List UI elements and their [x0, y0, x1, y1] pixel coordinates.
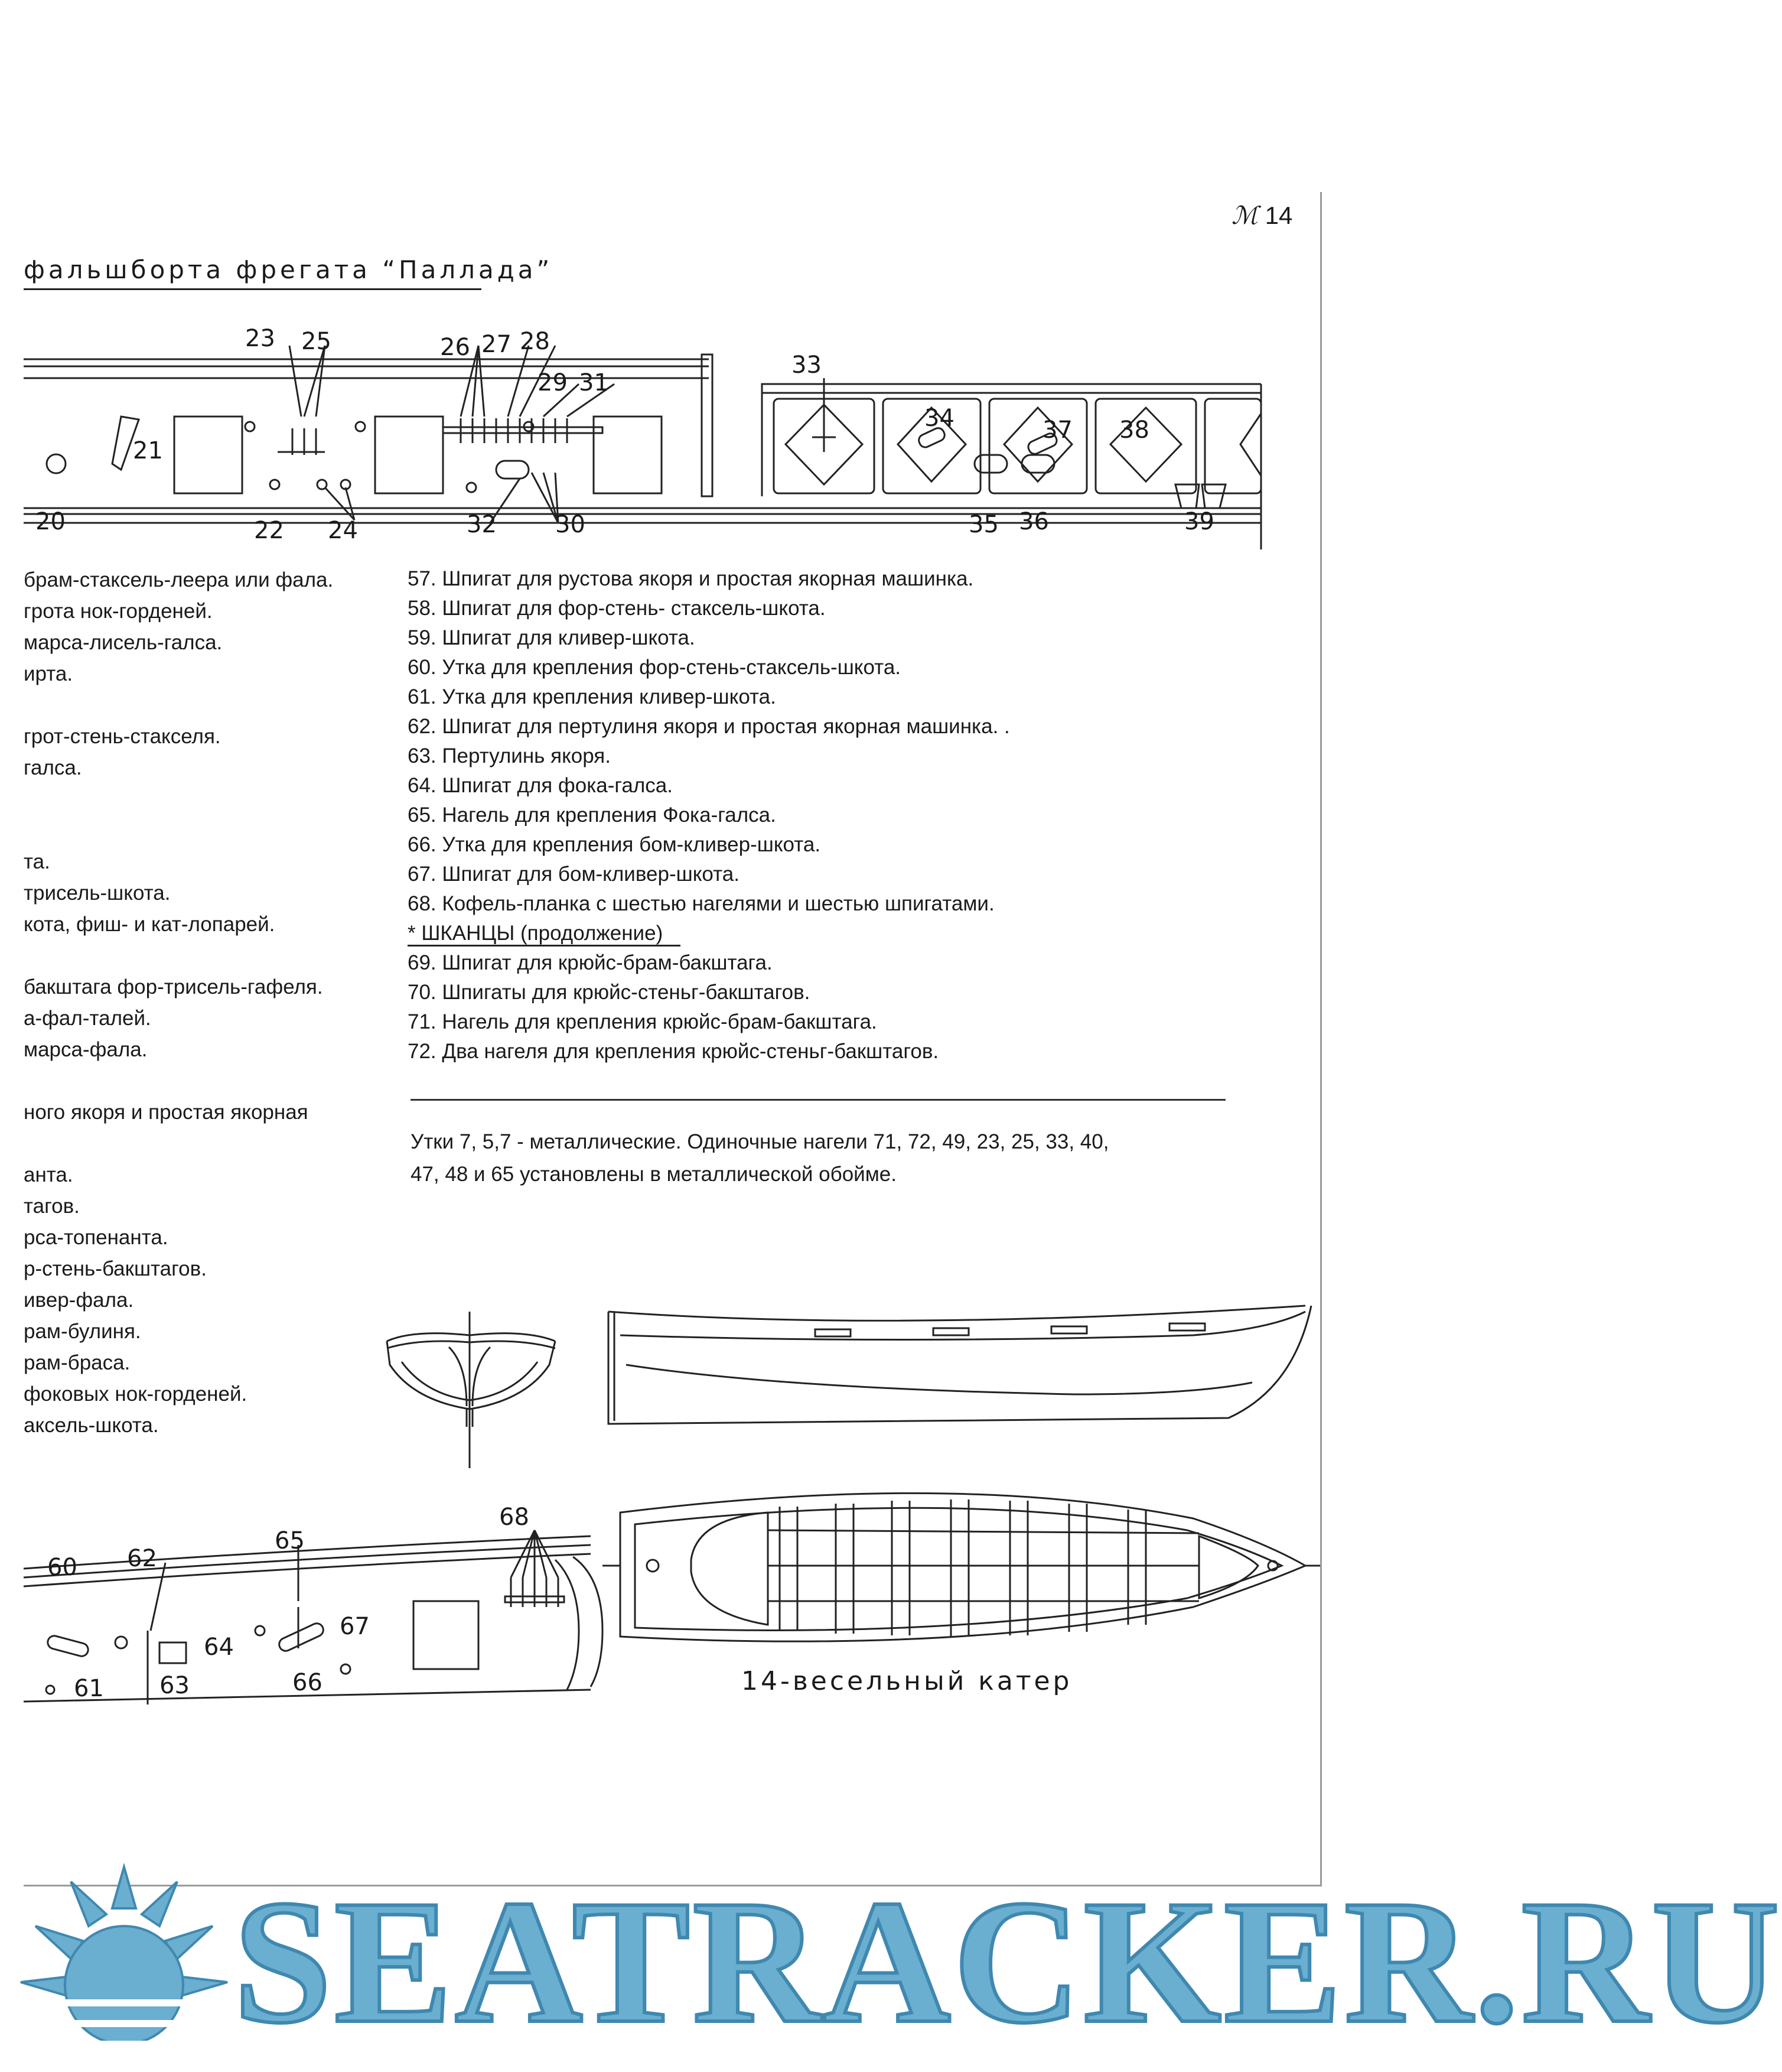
- left-list-item: [24, 940, 402, 971]
- left-list-item: рса-топенанта.: [24, 1226, 168, 1249]
- label-21: 21: [133, 437, 163, 464]
- left-list-item: а-фал-талей.: [24, 1007, 151, 1030]
- drawing-title: фальшборта фрегата “Паллада”: [24, 255, 553, 284]
- label-33: 33: [791, 352, 822, 379]
- left-list-item: тагов.: [24, 1195, 80, 1218]
- legend-item: 58. Шпигат для фор-стень- стаксель-шкота.: [408, 597, 826, 620]
- legend-item: 62. Шпигат для пертулиня якоря и простая якорная машинка. .: [408, 715, 1010, 738]
- label-20: 20: [35, 508, 66, 535]
- left-list-item: грот-стень-стакселя.: [24, 725, 221, 748]
- watermark-text: SEATRACKER.RU: [233, 1863, 1782, 2060]
- label-39: 39: [1184, 508, 1214, 535]
- label-37: 37: [1043, 417, 1073, 444]
- legend-item: 69. Шпигат для крюйс-брам-бакштага.: [408, 951, 773, 974]
- left-list-item: галса.: [24, 756, 82, 779]
- legend-item: 61. Утка для крепления кливер-шкота.: [408, 685, 776, 708]
- label-23: 23: [245, 325, 275, 352]
- subheading-text: * ШКАНЦЫ (продолжение): [408, 922, 680, 946]
- label-61: 61: [74, 1675, 104, 1702]
- label-27: 27: [481, 331, 512, 358]
- bow-drawing: [24, 1512, 626, 1713]
- label-31: 31: [579, 369, 609, 396]
- label-28: 28: [520, 328, 550, 355]
- label-64: 64: [204, 1634, 234, 1661]
- left-list: [24, 564, 402, 1441]
- left-list-item: та.: [24, 850, 50, 873]
- left-list-item: марса-лисель-галса.: [24, 631, 223, 654]
- legend-item: 64. Шпигат для фока-галса.: [408, 774, 673, 797]
- label-34: 34: [924, 405, 954, 432]
- label-32: 32: [467, 511, 497, 538]
- left-list-item: р-стень-бакштагов.: [24, 1257, 207, 1280]
- left-list-item: кота, фиш- и кат-лопарей.: [24, 913, 275, 936]
- label-24: 24: [328, 517, 358, 544]
- title-underline: [24, 288, 481, 290]
- label-62: 62: [127, 1545, 157, 1572]
- boat-plan-drawing: [602, 1459, 1323, 1660]
- left-list-item: бакштага фор-трисель-гафеля.: [24, 975, 323, 998]
- label-22: 22: [254, 517, 284, 544]
- note: [411, 1126, 1249, 1190]
- legend-list: [408, 564, 1010, 1066]
- label-25: 25: [301, 328, 331, 355]
- legend-item: 59. Шпигат для кливер-шкота.: [408, 626, 695, 649]
- left-list-item: [24, 1065, 402, 1097]
- boat-caption: 14-весельный катер: [741, 1666, 1073, 1696]
- legend-item: 71. Нагель для крепления крюйс-брам-бакштага.: [408, 1010, 877, 1033]
- legend-item: 57. Шпигат для рустова якоря и простая якорная машинка.: [408, 567, 974, 590]
- legend-item: 70. Шпигаты для крюйс-стеньг-бакштагов.: [408, 981, 810, 1004]
- label-29: 29: [537, 369, 568, 396]
- label-63: 63: [159, 1672, 190, 1699]
- left-list-item: [24, 1128, 402, 1159]
- legend-item: 65. Нагель для крепления Фока-галса.: [408, 804, 776, 827]
- label-38: 38: [1119, 417, 1149, 444]
- left-list-item: аксель-шкота.: [24, 1414, 159, 1437]
- left-list-item: [24, 689, 402, 721]
- legend-subheading: [408, 919, 1010, 948]
- legend-item: 63. Пертулинь якоря.: [408, 744, 611, 767]
- boat-side-drawing: [602, 1300, 1323, 1442]
- left-list-item: рам-браса.: [24, 1351, 131, 1374]
- label-35: 35: [969, 511, 999, 538]
- boat-section-drawing: [378, 1312, 567, 1471]
- left-list-item: трисель-шкота.: [24, 882, 171, 905]
- label-66: 66: [292, 1669, 322, 1696]
- bulwark-drawing: [24, 319, 1264, 555]
- label-67: 67: [340, 1613, 370, 1640]
- left-list-item: ного якоря и простая якорная: [24, 1101, 308, 1124]
- label-30: 30: [555, 511, 585, 538]
- sheet-number: ℳ 14: [1232, 201, 1293, 230]
- left-list-item: ирта.: [24, 662, 73, 685]
- label-68: 68: [499, 1504, 529, 1531]
- left-list-item: анта.: [24, 1163, 73, 1186]
- legend-item: 66. Утка для крепления бом-кливер-шкота.: [408, 833, 821, 856]
- label-60: 60: [47, 1554, 77, 1581]
- sun-logo-icon: [12, 1855, 236, 2068]
- left-list-item: ивер-фала.: [24, 1289, 134, 1312]
- note-line: 47, 48 и 65 установлены в металлической обойме.: [411, 1163, 897, 1186]
- note-line: Утки 7, 5,7 - металлические. Одиночные нагели 71, 72, 49, 23, 25, 33, 40,: [411, 1130, 1109, 1153]
- label-26: 26: [440, 334, 470, 361]
- label-65: 65: [275, 1527, 305, 1554]
- left-list-item: рам-булиня.: [24, 1320, 141, 1343]
- left-list-item: марса-фала.: [24, 1038, 148, 1061]
- label-36: 36: [1019, 508, 1049, 535]
- left-list-item: брам-стаксель-леера или фала.: [24, 568, 334, 591]
- legend-item: 67. Шпигат для бом-кливер-шкота.: [408, 863, 739, 886]
- left-list-item: грота нок-горденей.: [24, 600, 213, 623]
- legend-item: 68. Кофель-планка с шестью нагелями и шестью шпигатами.: [408, 892, 995, 915]
- left-list-item: фоковых нок-горденей.: [24, 1383, 247, 1406]
- legend-item: 60. Утка для крепления фор-стень-стаксель-шкота.: [408, 656, 901, 679]
- logo-icon: ℳ: [1232, 201, 1258, 230]
- legend-item: 72. Два нагеля для крепления крюйс-стеньг-бакштагов.: [408, 1040, 939, 1063]
- left-list-item: [24, 815, 402, 846]
- divider: [411, 1099, 1226, 1101]
- left-list-item: [24, 783, 402, 815]
